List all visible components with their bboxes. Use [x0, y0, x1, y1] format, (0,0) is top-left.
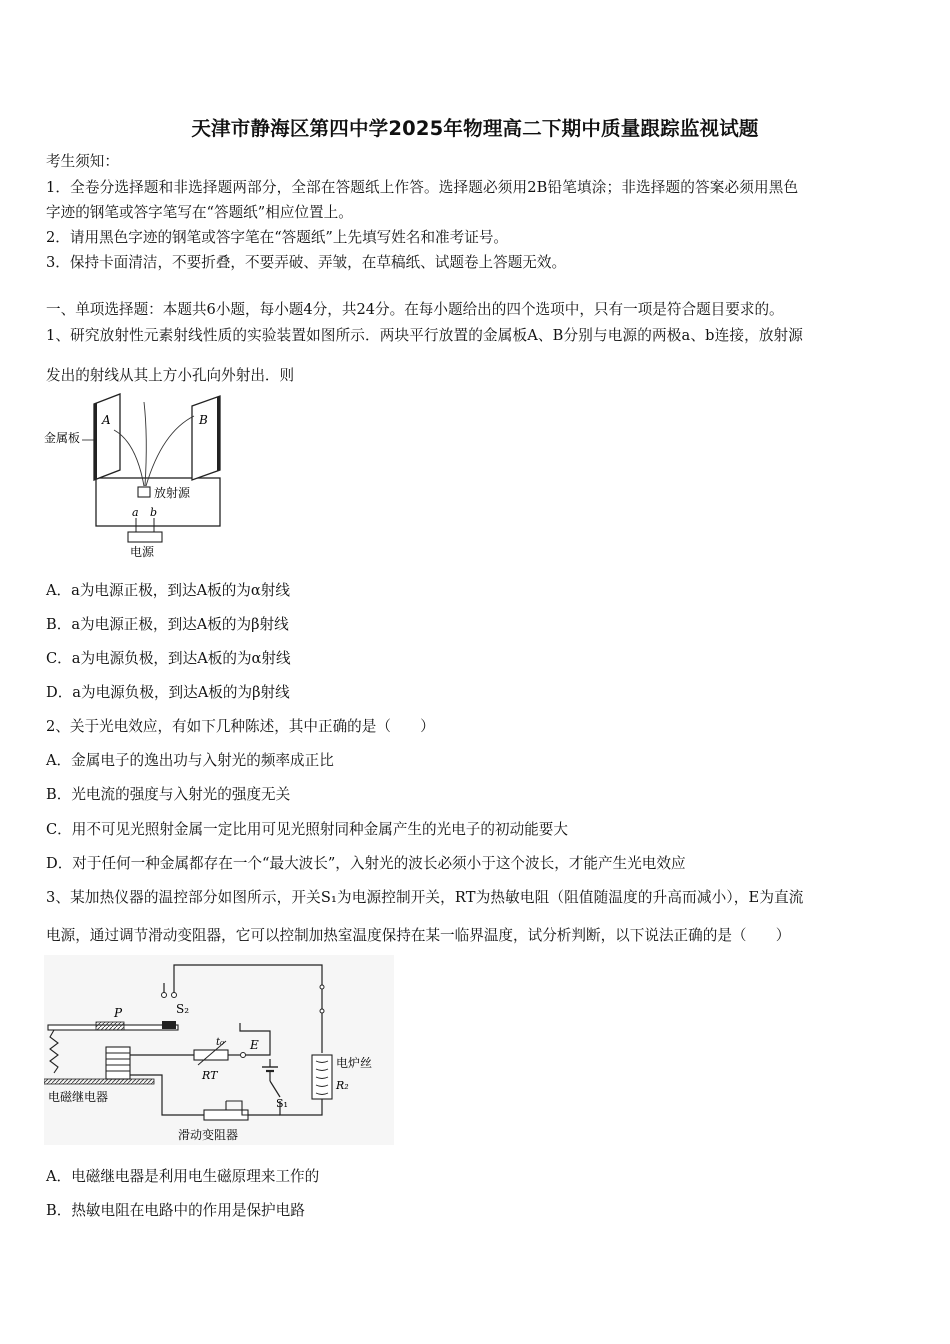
notice-item-2: 2．请用黑色字迹的钢笔或答字笔在“答题纸”上先填写姓名和准考证号。 — [46, 229, 509, 246]
power-supply — [128, 532, 162, 542]
label-P: P — [114, 1006, 123, 1020]
section1-heading: 一、单项选择题：本题共6小题，每小题4分，共24分。在每小题给出的四个选项中，只有一项是符合题目要求的。 — [46, 301, 784, 318]
q1-stem-line2: 发出的射线从其上方小孔向外射出．则 — [46, 367, 295, 384]
s2-contact-2 — [172, 993, 177, 998]
notice-item-1: 1．全卷分选择题和非选择题两部分，全部在答题纸上作答。选择题必须用2B铅笔填涂；非选择题的答案必须用黑色 — [46, 179, 799, 196]
label-t0: t₀ — [216, 1037, 225, 1048]
armature — [96, 1022, 124, 1030]
label-E: E — [250, 1038, 259, 1052]
label-b: b — [150, 506, 158, 519]
q3-option-b: B．热敏电阻在电路中的作用是保护电路 — [46, 1202, 305, 1219]
q2-option-a: A．金属电子的逸出功与入射光的频率成正比 — [46, 752, 334, 769]
label-R2: R₂ — [336, 1079, 349, 1092]
q1-option-d: D．a为电源负极，到达A板的为β射线 — [46, 684, 290, 701]
rheostat — [204, 1110, 248, 1120]
node-1 — [241, 1053, 246, 1058]
notice-item-3: 3．保持卡面清洁，不要折叠，不要弄破、弄皱，在草稿纸、试题卷上答题无效。 — [46, 254, 567, 271]
q3-option-a: A．电磁继电器是利用电生磁原理来工作的 — [46, 1168, 320, 1185]
label-power: 电源 — [130, 545, 155, 559]
relay-base — [44, 1079, 154, 1084]
q3-stem-line1: 3、某加热仪器的温控部分如图所示，开关S₁为电源控制开关，RT为热敏电阻（阻值随温度的升高而减小），E为直流 — [46, 889, 804, 906]
label-source: 放射源 — [154, 486, 191, 500]
plate-A-edge — [94, 403, 97, 480]
label-a: a — [132, 506, 139, 519]
q2-stem: 2、关于光电效应，有如下几种陈述，其中正确的是（ ） — [46, 718, 435, 735]
label-B: B — [199, 413, 208, 427]
label-RT: RT — [202, 1069, 218, 1082]
node-3 — [320, 1009, 324, 1013]
plate-A — [94, 394, 120, 480]
q1-stem-line1: 1、研究放射性元素射线性质的实验装置如图所示．两块平行放置的金属板A、B分别与电源的两极a、b连接，放射源 — [46, 327, 804, 344]
label-A: A — [102, 413, 111, 427]
label-plate: 金属板 — [44, 431, 81, 445]
plate-B-edge — [217, 396, 220, 471]
heater-coil — [312, 1055, 332, 1099]
node-2 — [320, 985, 324, 989]
label-S2: S₂ — [176, 1002, 190, 1016]
notice-heading: 考生须知： — [46, 153, 119, 170]
q1-option-b: B．a为电源正极，到达A板的为β射线 — [46, 616, 289, 633]
s2-switch — [162, 1021, 176, 1029]
relay-coil — [106, 1047, 130, 1079]
label-relay: 电磁继电器 — [48, 1090, 109, 1104]
label-S1: S₁ — [276, 1097, 288, 1110]
notice-item-1-cont: 字迹的钢笔或答字笔写在“答题纸”相应位置上。 — [46, 204, 353, 221]
q2-option-b: B．光电流的强度与入射光的强度无关 — [46, 786, 291, 803]
q2-option-c: C．用不可见光照射金属一定比用可见光照射同种金属产生的光电子的初动能要大 — [46, 821, 568, 838]
radioactive-source — [138, 487, 150, 497]
ray-straight — [144, 402, 146, 486]
label-heater: 电炉丝 — [336, 1056, 373, 1070]
q1-option-a: A．a为电源正极，到达A板的为α射线 — [46, 582, 290, 599]
thermistor — [194, 1050, 228, 1060]
q1-figure — [44, 392, 234, 562]
q1-option-c: C．a为电源负极，到达A板的为α射线 — [46, 650, 291, 667]
q2-option-d: D．对于任何一种金属都存在一个“最大波长”，入射光的波长必须小于这个波长，才能产生光电效应 — [46, 855, 686, 872]
plate-B — [192, 396, 220, 480]
s2-contact-1 — [162, 993, 167, 998]
q3-stem-line2: 电源，通过调节滑动变阻器，它可以控制加热室温度保持在某一临界温度，试分析判断，以下说法正确的是（ ） — [46, 927, 791, 944]
page-title: 天津市静海区第四中学2025年物理高二下期中质量跟踪监视试题 — [191, 117, 759, 140]
ray-right — [146, 416, 194, 486]
q3-figure — [44, 955, 394, 1145]
label-rheostat: 滑动变阻器 — [178, 1128, 239, 1142]
